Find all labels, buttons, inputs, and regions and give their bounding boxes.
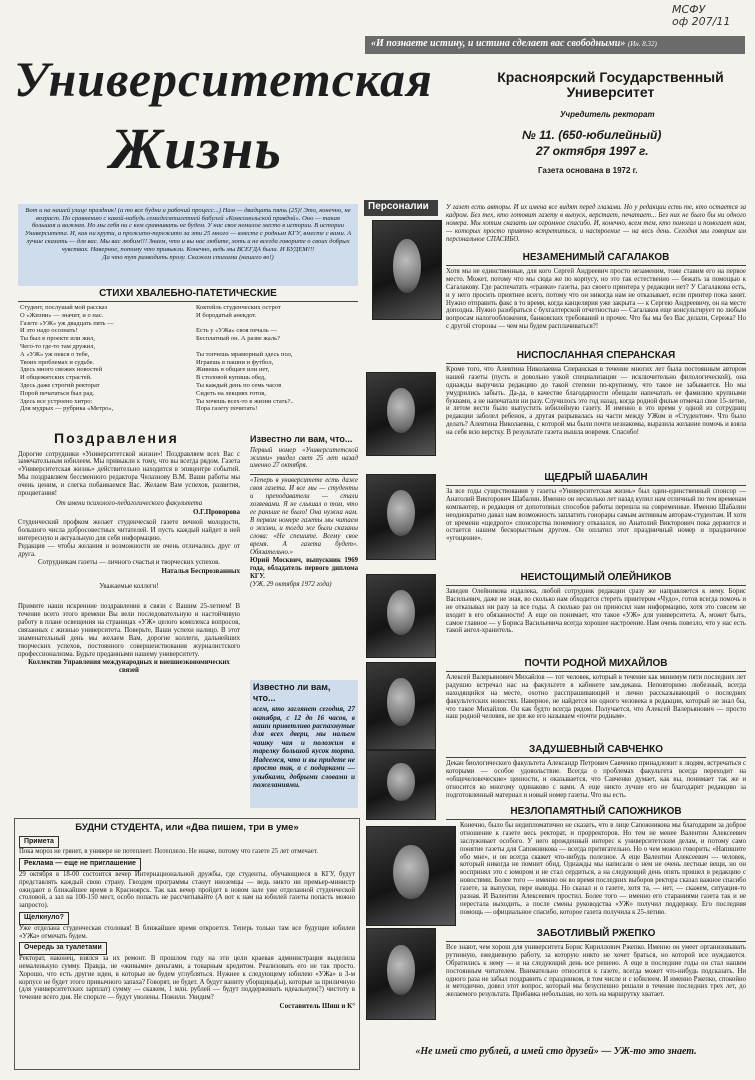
budni-h2: Реклама — еще не приглашение [19, 858, 141, 870]
know2-title: Известно ли вам, что... [253, 682, 331, 703]
issue-number: № 11. (650-юбилейный) [522, 128, 662, 142]
budni-section [14, 818, 360, 1070]
article-oleynikov [446, 572, 746, 656]
photo-mikhaylov [366, 662, 436, 750]
congrats-title: Поздравления [54, 430, 179, 446]
congrats-sign1: От имени психолого-педагогического факультета [55, 500, 203, 508]
congrats-p1: Дорогие сотрудники «Университетской жизни»! Поздравляем всех Вас с замечательным юбилеем. Мы привыкли к тому, что вы всегда рядом. Газета «Университетская жизнь» действительно находится в эпицентре событий. Мы поздравляем бессменного редактора Челазнову В.М. Ваши работы мы очень ценим, и слегка побаиваемся Вас. Желаем Вам успехов, развития, процветания! [18, 450, 240, 498]
article-title: ЗАБОТЛИВЫЙ РЖЕПКО [446, 928, 746, 942]
issue-date: 27 октября 1997 г. [536, 144, 649, 158]
congrats-p3: Редакция — чтобы желания и возможности не очень отличались друг от друга. [18, 543, 240, 559]
budni-t3: Уже отделана студенческая столовая! В ближайшее время откроется. Теперь только там все будущие юбилеи «УЖа» отмечать будем. [19, 924, 355, 940]
congrats-sign3: Коллектив Управления международных и внешнеэкономических связей [28, 658, 230, 674]
article-title: НИСПОСЛАННАЯ СПЕРАНСКАЯ [446, 350, 746, 364]
budni-t2: 29 октября в 18-00 состоится вечер Интернациональной дружбы, где студенты, обучающиеся в КГУ, будут представлять каждый свою страну. Гвоздем программы станут иноземцы — ведь никто ни премьер-министр ожидают в ближайшее время в Красноярск. Так как вечер пройдет в новом зале уже отделанной студенческой столовой, а зал на 100-150 мест, особо попасть не рассчитывайте (А вот к нам на юбилей газеты попасть можно запросто). [19, 870, 355, 910]
article-savchenko [446, 744, 746, 802]
know1-author: Юрий Москвич, выпускник 1969 года, обладатель первого диплома КГУ. [250, 556, 358, 580]
budni-sign: Составитель Шиш и К° [279, 1002, 355, 1011]
know1-text: Первый номер «Университетской жизни» увидел свет 25 лет назад именно 27 октября. [250, 446, 358, 470]
photo-sapozhnikov [366, 826, 456, 926]
founded-line: Газета основана в 1972 г. [538, 166, 638, 175]
article-title: НЕЗАМЕНИМЫЙ САГАЛАКОВ [446, 252, 746, 266]
know-box-2 [250, 680, 358, 808]
lead-text: У газет есть авторы. И их имена все видят перед глазами. Но у редакции есть те, кто остается за кадром. Без тех, кто готовит газету в выпуск, верстает, печатает... Без них не было бы ни одного номера. Мы хотим сказать им огромное спасибо. И, конечно, всем тем, кто помогал и помогает нам, — которых просто приятно встретиться, и настроение — на весь день. Сегодня мы говорим им персональное СПАСИБО. [446, 204, 746, 243]
article-title: ЩЕДРЫЙ ШАБАЛИН [446, 472, 746, 486]
photo-speranskaya [366, 372, 436, 456]
handwritten-note-2: оф 207/11 [672, 15, 731, 28]
budni-title: БУДНИ СТУДЕНТА, или «Два пишем, три в уме» [75, 822, 299, 833]
handwritten-note-1: МСФУ [672, 3, 706, 16]
photo-rzhepko [366, 928, 436, 1020]
article-title: НЕИСТОЩИМЫЙ ОЛЕЙНИКОВ [446, 572, 746, 586]
congrats-name2: Наталья Беспрозванных [161, 566, 240, 575]
know1-quote: «Теперь в университете есть даже своя газета. И все мы — студенты и преподаватели — стали хозяевами. Я не слышал о том, что ее раньше не было! Она нужна нам. В первом номере газеты мы читаем о жизни, и тогда же были сказаны слова: «Не спешите. Всему свое время. А газета будет». Обязательно.» [250, 474, 358, 556]
publisher-name: Красноярский Государственный Университет [497, 69, 724, 100]
poem-left-column: Студент, послушай мой рассказ О «Жизни» — значит, и о нас. Газете «УЖ» уж двадцать пять — И это надо осознать! Ты был в проекте или жил, Чего-то где-то там дружил, А «УЖ» уж пекся о тебе, Твоих проблемах и судьбе. Здесь много свежих новостей И общежитских страстей. Здесь даже строгий ректорат Порой печататься был рад. Здесь все устроено хитро: Для мудрых — рубрика «Метро», [20, 304, 114, 413]
photo-shabalin [366, 474, 436, 560]
budni-h4: Очередь за туалетами [19, 942, 107, 954]
founder-line: Учредитель ректорат [560, 110, 655, 119]
article-text: Хотя мы не единственные, для кого Сергей Андреевич просто незаменим, тоже ставим его на первое место. Может, потому что мы сюда же по корпусу, но это так естественно — бежать за помощью к Сагалакову. Где распечатать «гранки» газеты, раз своего принтера у редакции нет? У Сагалакова есть, и у него просить приятнее всего, потому что он никогда нам не отказывает, если принтер пока занят. Нужно отправить факс в то время, когда канцелярия уже закрыта — к Сергею Андреевичу, он на месте допоздна. Нужно разобраться с бухгалтерской отчетностью — Сагалаков еще консультирует по любым вопросам налогообложения, банковских требований и прочее. Что бы мы без Вас делали, Сережа? Но с другой стороны — чем мы будем расплачиваться?! [446, 267, 746, 331]
budni-t1: Пока мороз не грянет, в универе не потеплеет. Потеплело. Не иначе, потому что газете 25 лет отмечает. [19, 848, 318, 856]
know1-source: (УЖ, 29 октября 1972 года) [250, 580, 332, 588]
article-speranskaya [446, 350, 746, 470]
article-text: Кроме того, что Алевтина Николаевна Сперанская в течение многих лет была постоянным автором нашей газеты (пусть и довольно узкой специализации — исключительно филологической), она однажды выручила редакцию до такой степени по-крупному, что такое не забывается. Но мы умудрились забыть. Да-да, в качестве благодарности обещали напечатать ее фамилию крупными буквами, а не напечатали ни разу. Случилось это год назад, когда родной фильм отмечал свое 15-летие, и летом вести было выпустить юбилейную газету. И именно в это время у одной из сотрудниц редакции заболел ребенок, а другая разрывалась на части между УЖом и «Студентом». Что было делать? Алевтина Николаевна, с которой мы были почти незнакомы, выразила желание помочь и взяла на себя всю верстку. В результате газета вышла вовремя. Спасибо! [446, 365, 746, 437]
article-text: За все годы существования у газеты «Университетская жизнь» был один-единственный спонсор — Анатолий Викторович Шабалин. Именно он несколько лет назад купил нам отличный по тем временам компьютер, и редакция от допотопных способов работы перешла на современные. Именно Шабалин неоднократно давал нам возможность заплатить гонорары самым активным авторам-студентам. И хотя от времени «щедрого» спонсорства понемногу отказался, но Анатолий Викторович пока держится и остается нашим бескорыстным другом. Он оплатил этот праздничный номер и праздничное «угощение». [446, 487, 746, 543]
congrats-section [18, 430, 240, 806]
congrats-p2: Студенческий профком желает студенческой газете вечной молодости, большого числа добросовестных читателей. И пусть каждый найдет в ней интересную и актуальную для себя информацию. [18, 519, 240, 543]
photo-sagalakov [372, 220, 442, 320]
article-text: Все знают, чем хорош для университета Борис Кириллович Ржепко. Именно он умеет организовывать рутинную, ежедневную работу, за которую никто не хочет браться, но которой все нуждаются. Обратились к нему — и на следующий день все решено. А еще в последние годы он стал нашим постоянным читателем. Внимательно относится к газете, всегда может что-нибудь подсказать. Ни одного раза не забыл поздравить с праздником, в том числе и с юбилеем. И именно Ржепко, спокойно и методично, довел этот вопрос, который мы безуспешно решали в течение последних трех лет, до желаемого результата. Прибавка небольшая, но хоть на маршрутку хватает. [446, 943, 746, 999]
motto-text: «И познаете истину, и истина сделает вас свободными» [371, 38, 626, 49]
congrats-p4: Сотрудникам газеты — личного счастья и творческих успехов. [38, 559, 220, 567]
poem-right-column: Коктейль студенческих острот И бородатый анекдот. Есть у «УЖа» своя печаль — Бесплатный он. А разве жаль? Ты топчешь мраморный здесь пол, Играешь в пашни и футбол, Живешь в общаге или нет, В столовой купишь обед, Ты каждый день по семь часов Сидеть на лекциях готов, Ты хочешь всех-то в жизни стать?.. Пора газету почитать! [196, 304, 294, 413]
budni-h3: Щелкнуло? [19, 912, 69, 924]
masthead [14, 40, 454, 200]
photo-oleynikov [366, 574, 436, 658]
intro-sign: Да что тут разводить прозу. Скажем стихами (нашего во!) [102, 254, 274, 262]
photo-savchenko [366, 750, 436, 820]
budni-t4: Ректорат, наконец, взялся за их ремонт. В прошлом году на эти цели краевая администрация выделила немаленькую сумму. Правда, не «живыми» деньгами, а товарным кредитом. Реализовать его не так просто. Хорошо, что есть другие идеи, в которые не будем углубляться. Нужнее к следующему юбилею «УЖа» в 3-м корпусе не будет этого привычного запаха? Говорят, не будет. А будут ваниту уборщицы(ы), которые за приличную (для университетских зарплат) сумму — скажем, 1 млн. рублей — будут поддерживать идеальную(?) чистоту в течение всего дня. Не спорьте — будут уволены. Пожили. Увидим? [19, 954, 355, 1002]
know-box-1 [250, 434, 358, 676]
congrats-p6: Примите наши искренние поздравления в связи с Вашим 25-летием! В течение всего этого времени Вы вели последовательную и настойчивую работу в плане освещения на страницах «УЖ» целого комплекса вопросов, связанных с жизнью университета. Поверьте, Ваши успехи налицо. В этот знаменательный день мы желаем Вам, дорогие коллеги, дальнейших творческих успехов, постоянного совершенствования журналистского профессионализма. Будьте преданными нашему университету. [18, 603, 240, 658]
article-shabalin [446, 472, 746, 570]
article-text: Декан биологического факультета Александр Петрович Савченко принадлежит к людям, встречаться с которыми — особое удовольствие. Всегда о проблемах факультета всегда переходит на «общечеловеческие» ценности, и оказывается, что Савченко думает, как вы, понимает так же и относится ко многому одинаково с вами. А еще никто лучше его не благодарит редакцию за подготовленный материал и новый номер газеты. Что вы есть. [446, 759, 746, 799]
article-rzhepko [446, 928, 746, 1032]
article-mikhaylov [446, 658, 746, 744]
poem-section [18, 288, 358, 413]
article-text: Заведев Олейникова издалека, любой сотрудник редакции сразу же направляется к нему. Борис Васильевич, даже не зная, во сколько нам обходится стереть принтером «Чудо», готов всегда помочь и не отказывал ни разу за все годы. А сколько раз он приносил нам информацию, хотя это совсем не входит в его обязанности! А еще он понимает, что такое «УЖ» для университета. А, может быть, самое главное — у Бориса Васильевича всегда хорошее настроение. Нам очень повезло, что у нас есть такой ангел-хранитель. [446, 587, 746, 635]
personalii-header: Персоналии [364, 200, 438, 216]
article-title: НЕЗЛОПАМЯТНЫЙ САПОЖНИКОВ [446, 806, 746, 820]
know2-text: всем, кто заглянет сегодня, 27 октября, с 12 до 16 часов, в наши приветливо распахнутые для всех двери, мы нальем чашку чая и положим в тарелку большой кусок торта. Надеемся, что и вы придете не просто так, а с подарками — улыбками, добрыми словами и пожеланиями. [253, 705, 355, 790]
congrats-p5: Уважаемые коллеги! [99, 583, 159, 591]
article-title: ЗАДУШЕВНЫЙ САВЧЕНКО [446, 744, 746, 758]
motto-ref: (Ин. 8.32) [627, 40, 657, 48]
masthead-title-line2: Жизнь [110, 116, 282, 181]
article-text: Алексей Валерьянович Михайлов — тот человек, который в течение как минимум пяти последних лет радушно встречал нас на факультете в кабинете зам.декана. Неповторимо любезный, всегда находящийся на месте, охотно расспрашивающий и лично рассказывающий о последних факультетских новостях. Наверное, не найдется ни одного человека в редакции, который не знал бы, что такое Михайлов. Он как будто всегда рядом. Получается, что Алексей Валерьянович — просто наш родной человек, не зря же его называем «почти родным». [446, 673, 746, 721]
article-sapozhnikov [446, 806, 746, 924]
intro-text: Вот и на нашей улице праздник! (а то все будни и рабочий процесс...) Нам — двадцать пять (25)! Это, конечно, не возраст. По сравнению с какой-нибудь семидесятилетней бабулей «Комсомольской правдой». Оно — такая большая и важная. Но мы себя ни с кем сравнивать не будем. У нас свое немалое место в истории. В истории Университета. И, как ни крути, а прожито-пережито за эти 25 много — вместе с родным КГУ, вместе с вами. А лучше сказать — для вас. Мы вас любим!!! Знаем, что и вы нас любите, хоть и не всегда говорите о своих добрых чувствах. Наверное, потому что привыкли. Конечно, ведь мы ВСЕГДА были. И БУДЕМ!!! [24, 207, 352, 253]
footer-callout: «Не имей сто рублей, а имей сто друзей» — УЖ-то это знает. [415, 1046, 697, 1057]
congrats-name1: О.Г.Проворова [192, 508, 240, 517]
budni-h1: Примета [19, 836, 59, 848]
intro-box [18, 204, 358, 286]
article-title: ПОЧТИ РОДНОЙ МИХАЙЛОВ [446, 658, 746, 672]
masthead-title-line1: Университетская [14, 51, 433, 107]
poem-title: СТИХИ ХВАЛЕБНО-ПАТЕТИЧЕСКИЕ [18, 288, 358, 302]
know1-title: Известно ли вам, что... [250, 434, 353, 444]
article-text: Конечно, было бы недипломатично не сказать, что в лице Сапожникова мы благодарим за доброе отношение к газете весь ректорат, и прорректоров. Но тем не менее Валентин Алексеевич заслуживает особого. У него врожденный интерес к университетским делам, и потому само понятие газеты для Сапожникова — всегда притягательно. Но о чем можно говорить: «Напишите обо мне», и он всегда скажет что-нибудь полезное. А еще Валентин Алексеевич — человек, который никогда не помнит обид. Однажды мы написали о нем не очень лестные вещи, но он воспринял это с юмором и не стал сердиться, а на следующий день опять пришел в редакцию с новостями. Более того — именно он во время последних выборов ректора сказал важное спасибо газете, за выпуски, пере выводы. Но сказал и о газете, хотя та, — нет, — скажем, ситуация-то разная. И Валентин Алексеевич простил. Более того — именно его стараниями газета так и не перестала выходить, а после смены руководства «УЖ» получил поддержку. Его последняя помощь — официальное спасибо, которое газета получила к 25-летию. [460, 821, 746, 917]
article-sagalakov [446, 252, 746, 366]
